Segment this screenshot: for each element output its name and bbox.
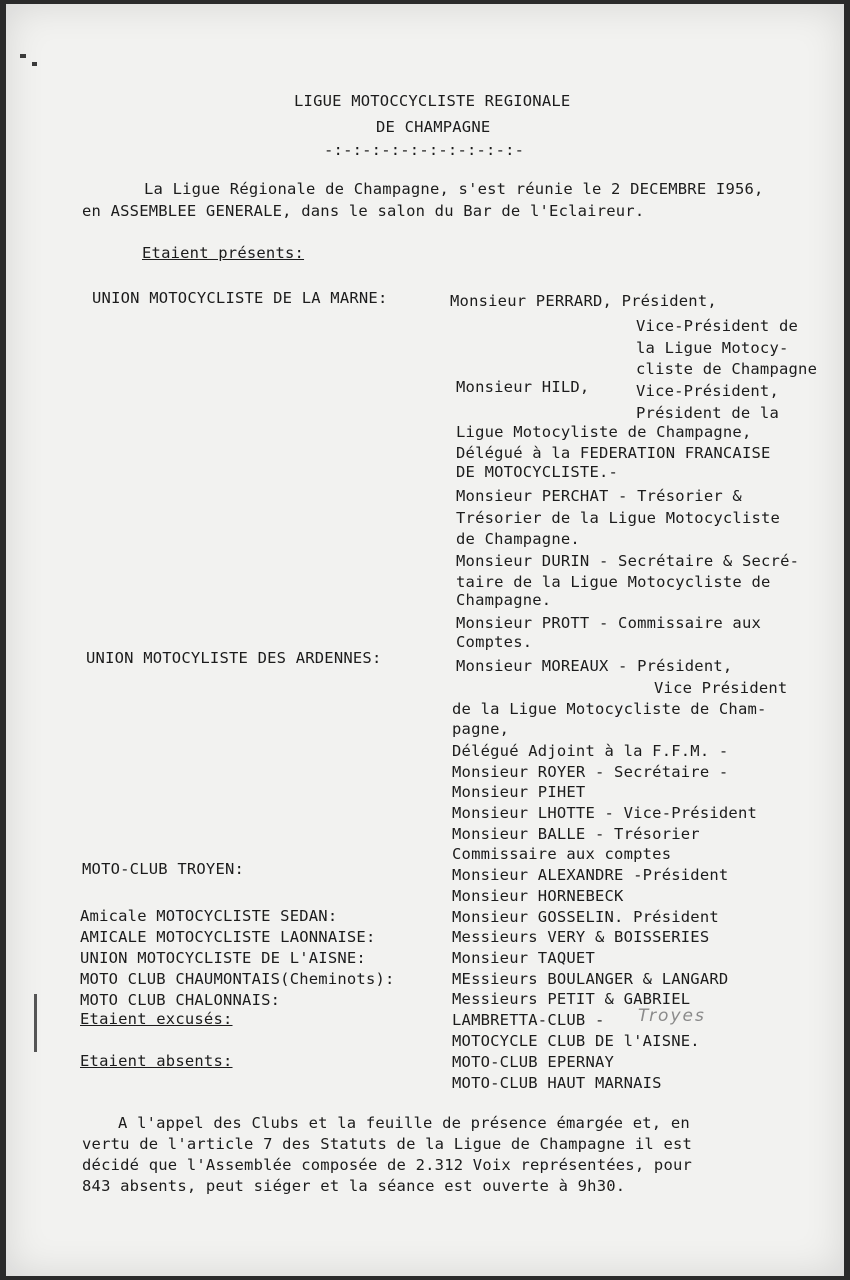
member-line: Monsieur HORNEBECK bbox=[452, 887, 624, 905]
closing-line: 843 absents, peut siéger et la séance est ouverte à 9h30. bbox=[82, 1177, 626, 1195]
member-line: Président de la bbox=[636, 404, 779, 422]
document-page bbox=[6, 4, 844, 1276]
presents-heading: Etaient présents: bbox=[142, 244, 305, 262]
intro-line-2: en ASSEMBLEE GENERALE, dans le salon du Bar de l'Eclaireur. bbox=[82, 202, 645, 220]
member-line: cliste de Champagne bbox=[636, 360, 818, 378]
member-line: Monsieur PIHET bbox=[452, 783, 586, 801]
member-line: Délégué à la FEDERATION FRANCAISE bbox=[456, 444, 771, 462]
member-line: MOTO-CLUB EPERNAY bbox=[452, 1053, 615, 1071]
heading-rule: -:-:-:-:-:-:-:-:-:-:- bbox=[324, 141, 525, 159]
ink-speck bbox=[32, 62, 37, 66]
club-troyen: MOTO-CLUB TROYEN: bbox=[82, 860, 245, 878]
member-line: MOTO-CLUB HAUT MARNAIS bbox=[452, 1074, 662, 1092]
intro-line-1: La Ligue Régionale de Champagne, s'est réunie le 2 DECEMBRE I956, bbox=[144, 180, 764, 198]
member-line: Vice-Président de bbox=[636, 317, 799, 335]
member-line: MOTOCYCLE CLUB DE l'AISNE. bbox=[452, 1032, 700, 1050]
club-marne: UNION MOTOCYCLISTE DE LA MARNE: bbox=[92, 289, 388, 307]
closing-line: A l'appel des Clubs et la feuille de présence émargée et, en bbox=[118, 1114, 690, 1132]
member-line: Monsieur HILD, bbox=[456, 378, 590, 396]
closing-line: vertu de l'article 7 des Statuts de la Ligue de Champagne il est bbox=[82, 1135, 693, 1153]
club-aisne: UNION MOTOCYCLISTE DE L'AISNE: bbox=[80, 949, 366, 967]
ink-speck bbox=[20, 54, 26, 58]
member-line: DE MOTOCYCLISTE.- bbox=[456, 463, 619, 481]
member-line: Délégué Adjoint à la F.F.M. - bbox=[452, 742, 729, 760]
member-line: Monsieur ROYER - Secrétaire - bbox=[452, 763, 729, 781]
member-line: Vice-Président, bbox=[636, 382, 779, 400]
member-line: LAMBRETTA-CLUB - bbox=[452, 1011, 605, 1029]
member-line: Comptes. bbox=[456, 633, 533, 651]
heading-line-2: DE CHAMPAGNE bbox=[376, 118, 491, 136]
club-chaumontais: MOTO CLUB CHAUMONTAIS(Cheminots): bbox=[80, 970, 395, 988]
member-line: Monsieur PERCHAT - Trésorier & bbox=[456, 487, 742, 505]
absent-heading: Etaient absents: bbox=[80, 1052, 233, 1070]
member-line: pagne, bbox=[452, 720, 510, 738]
member-line: Ligue Motocyliste de Champagne, bbox=[456, 423, 752, 441]
closing-line: décidé que l'Assemblée composée de 2.312 Voix représentées, pour bbox=[82, 1156, 693, 1174]
club-ardennes: UNION MOTOCYLISTE DES ARDENNES: bbox=[86, 649, 382, 667]
member-line: Monsieur PROTT - Commissaire aux bbox=[456, 614, 762, 632]
member-line: Monsieur ALEXANDRE -Président bbox=[452, 866, 729, 884]
member-line: MEssieurs BOULANGER & LANGARD bbox=[452, 970, 729, 988]
member-line: Monsieur PERRARD, Président, bbox=[450, 292, 717, 310]
member-line: la Ligue Motocy- bbox=[636, 339, 789, 357]
excused-heading: Etaient excusés: bbox=[80, 1010, 233, 1028]
club-chalonnais: MOTO CLUB CHALONNAIS: bbox=[80, 991, 281, 1009]
member-line: Commissaire aux comptes bbox=[452, 845, 672, 863]
member-line: Monsieur MOREAUX - Président, bbox=[456, 657, 733, 675]
member-line: Champagne. bbox=[456, 591, 552, 609]
member-line: taire de la Ligue Motocycliste de bbox=[456, 573, 771, 591]
member-line: Monsieur DURIN - Secrétaire & Secré- bbox=[456, 552, 800, 570]
member-line: de Champagne. bbox=[456, 530, 580, 548]
club-laonnaise: AMICALE MOTOCYCLISTE LAONNAISE: bbox=[80, 928, 376, 946]
member-line: Monsieur TAQUET bbox=[452, 949, 595, 967]
member-line: Messieurs VERY & BOISSERIES bbox=[452, 928, 710, 946]
punch-hole-mark bbox=[34, 994, 37, 1052]
member-line: Messieurs PETIT & GABRIEL bbox=[452, 990, 691, 1008]
club-sedan: Amicale MOTOCYCLISTE SEDAN: bbox=[80, 907, 338, 925]
member-line: Monsieur GOSSELIN. Président bbox=[452, 908, 719, 926]
member-line: de la Ligue Motocycliste de Cham- bbox=[452, 700, 767, 718]
member-line: Trésorier de la Ligue Motocycliste bbox=[456, 509, 781, 527]
heading-line-1: LIGUE MOTOCCYCLISTE REGIONALE bbox=[294, 92, 571, 110]
member-line: Monsieur BALLE - Trésorier bbox=[452, 825, 700, 843]
handwritten-annotation: Troyes bbox=[638, 1006, 706, 1026]
member-line: Vice Président bbox=[654, 679, 788, 697]
member-line: Monsieur LHOTTE - Vice-Président bbox=[452, 804, 758, 822]
